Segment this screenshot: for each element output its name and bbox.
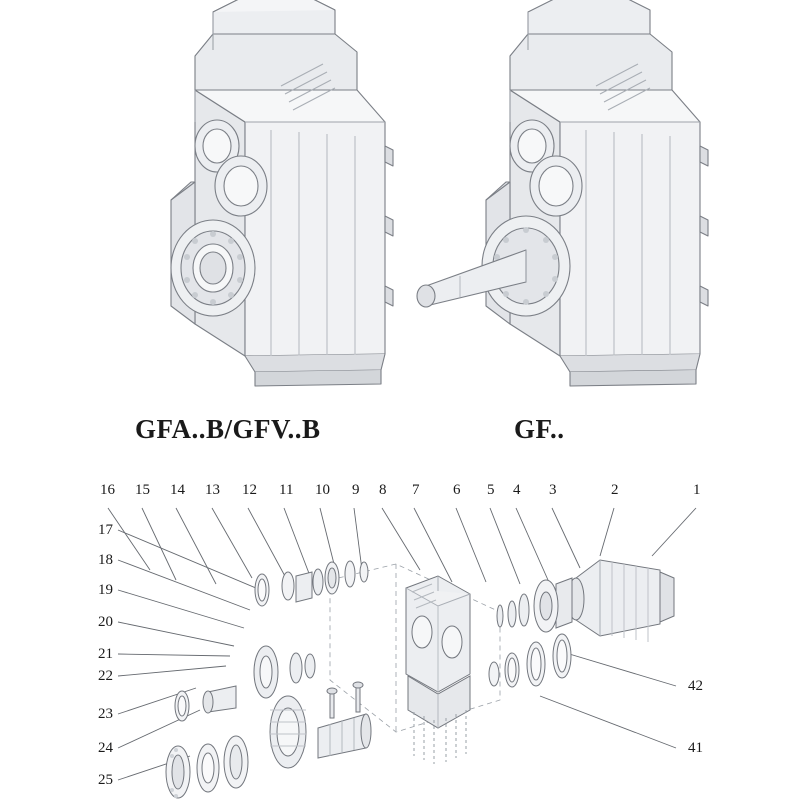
callout-12: 12 [242, 482, 257, 498]
callout-14: 14 [170, 482, 185, 498]
callout-10: 10 [315, 482, 330, 498]
callout-2: 2 [611, 482, 619, 498]
callout-5: 5 [487, 482, 495, 498]
callout-17: 17 [98, 522, 113, 538]
callout-16: 16 [100, 482, 115, 498]
callout-21: 21 [98, 646, 113, 662]
callout-19: 19 [98, 582, 113, 598]
callout-23: 23 [98, 706, 113, 722]
gearbox-right [400, 0, 710, 404]
callout-9: 9 [352, 482, 360, 498]
callout-25: 25 [98, 772, 113, 788]
label-gf: GF.. [514, 414, 565, 444]
callout-20: 20 [98, 614, 113, 630]
callout-15: 15 [135, 482, 150, 498]
callout-11: 11 [279, 482, 294, 498]
callout-41: 41 [688, 740, 703, 756]
callout-7: 7 [412, 482, 420, 498]
exploded-view [0, 460, 800, 800]
callout-42: 42 [688, 678, 703, 694]
label-gfa-b-gfv-b: GFA..B/GFV..B [135, 414, 321, 444]
callout-18: 18 [98, 552, 113, 568]
callout-6: 6 [453, 482, 461, 498]
callout-3: 3 [549, 482, 557, 498]
callout-24: 24 [98, 740, 113, 756]
exploded-geometry [0, 460, 800, 800]
callout-1: 1 [693, 482, 701, 498]
callout-22: 22 [98, 668, 113, 684]
callout-4: 4 [513, 482, 521, 498]
callout-8: 8 [379, 482, 387, 498]
callout-13: 13 [205, 482, 220, 498]
gearbox-left [95, 0, 395, 404]
